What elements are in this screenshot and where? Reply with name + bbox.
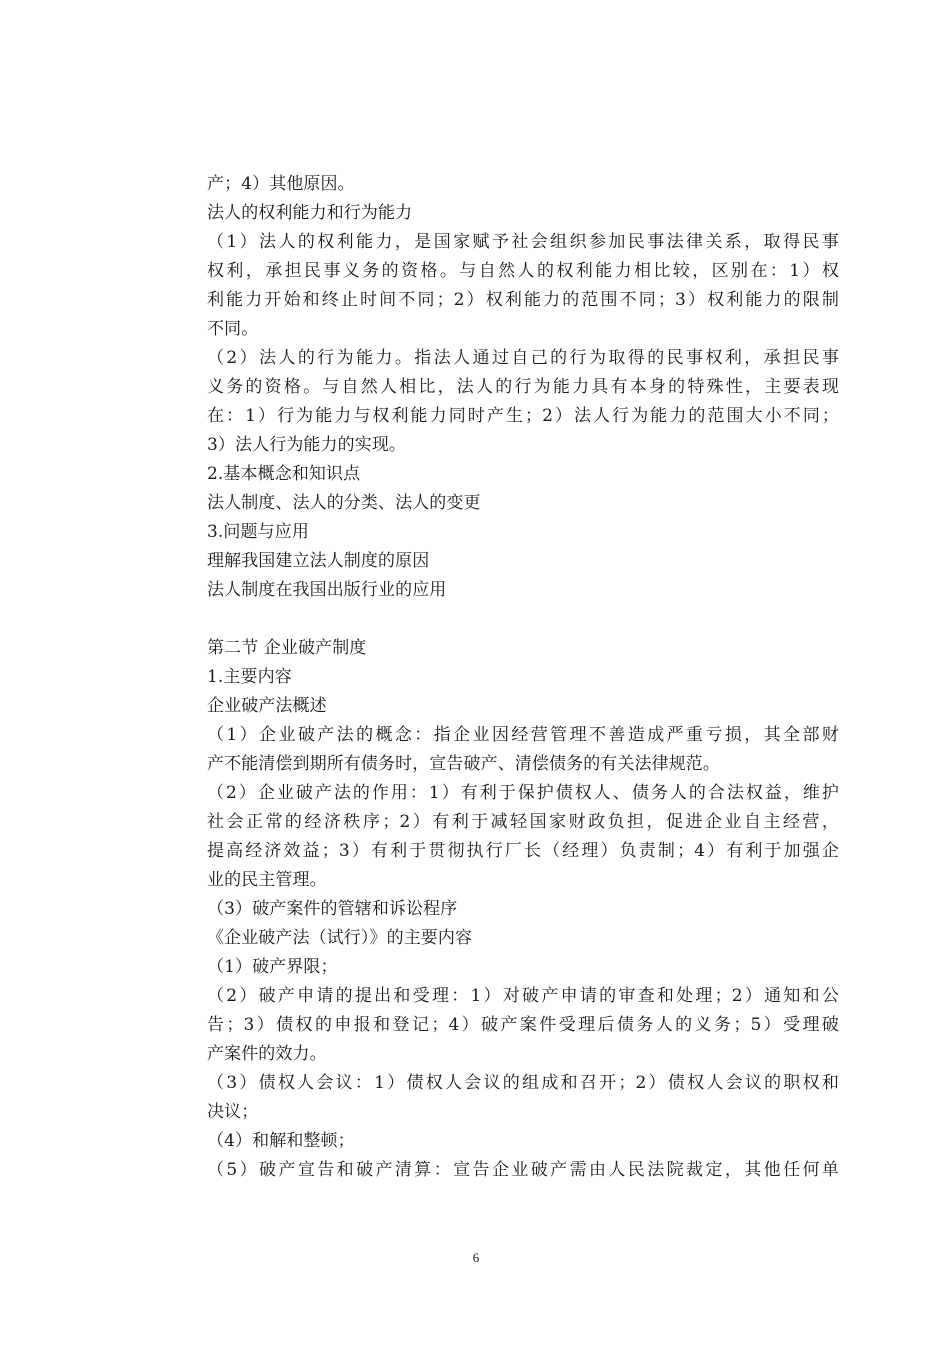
text-line: 产案件的效力。 [207,1044,327,1064]
text-line: 业的民主管理。 [207,870,327,890]
subsection-heading: 3.问题与应用 [207,522,309,542]
text-line: 告；3）债权的申报和登记；4）破产案件受理后债务人的义务；5）受理破 [207,1015,839,1035]
text-line: （3）破产案件的管辖和诉讼程序 [207,899,458,919]
text-line: （1）法人的权利能力，是国家赋予社会组织参加民事法律关系，取得民事 [207,232,839,252]
subsection-heading: 1.主要内容 [207,667,292,687]
text-line: （2）法人的行为能力。指法人通过自己的行为取得的民事权利，承担民事 [207,348,839,368]
chapter-section-title: 第二节 企业破产制度 [207,638,367,658]
text-line: 产；4）其他原因。 [207,174,355,194]
body-text [207,170,839,1185]
text-line: （4）和解和整顿； [207,1131,355,1151]
text-line: 法人制度、法人的分类、法人的变更 [207,493,481,513]
text-line: 决议； [207,1102,259,1122]
blank-line [207,605,839,634]
text-line: 法人制度在我国出版行业的应用 [207,580,447,600]
text-line: 3）法人行为能力的实现。 [207,435,407,455]
text-line: 产不能清偿到期所有债务时，宣告破产、清偿债务的有关法律规范。 [207,754,720,774]
text-line: 利能力开始和终止时间不同；2）权利能力的范围不同；3）权利能力的限制 [207,290,839,310]
text-line: 不同。 [207,319,259,339]
text-line: 权利，承担民事义务的资格。与自然人的权利能力相比较，区别在：1）权 [207,261,839,281]
text-line: 社会正常的经济秩序；2）有利于减轻国家财政负担，促进企业自主经营， [207,812,839,832]
text-line: 理解我国建立法人制度的原因 [207,551,430,571]
text-line: （1）破产界限； [207,957,338,977]
text-line: 提高经济效益；3）有利于贯彻执行厂长（经理）负责制；4）有利于加强企 [207,841,839,861]
section-heading: 企业破产法概述 [207,696,327,716]
section-heading: 《企业破产法（试行）》的主要内容 [207,928,473,948]
text-line: （2）企业破产法的作用：1）有利于保护债权人、债务人的合法权益，维护 [207,783,839,803]
text-line: （1）企业破产法的概念：指企业因经营管理不善造成严重亏损，其全部财 [207,725,839,745]
text-line: （5）破产宣告和破产清算：宣告企业破产需由人民法院裁定，其他任何单 [207,1160,839,1180]
text-line: 义务的资格。与自然人相比，法人的行为能力具有本身的特殊性，主要表现 [207,377,839,397]
text-line: 在：1）行为能力与权利能力同时产生；2）法人行为能力的范围大小不同； [207,406,839,426]
section-heading: 法人的权利能力和行为能力 [207,203,413,223]
text-line: （3）债权人会议：1）债权人会议的组成和召开；2）债权人会议的职权和 [207,1073,839,1093]
subsection-heading: 2.基本概念和知识点 [207,464,361,484]
page-number: 6 [472,1250,480,1265]
text-line: （2）破产申请的提出和受理：1）对破产申请的审查和处理；2）通知和公 [207,986,839,1006]
